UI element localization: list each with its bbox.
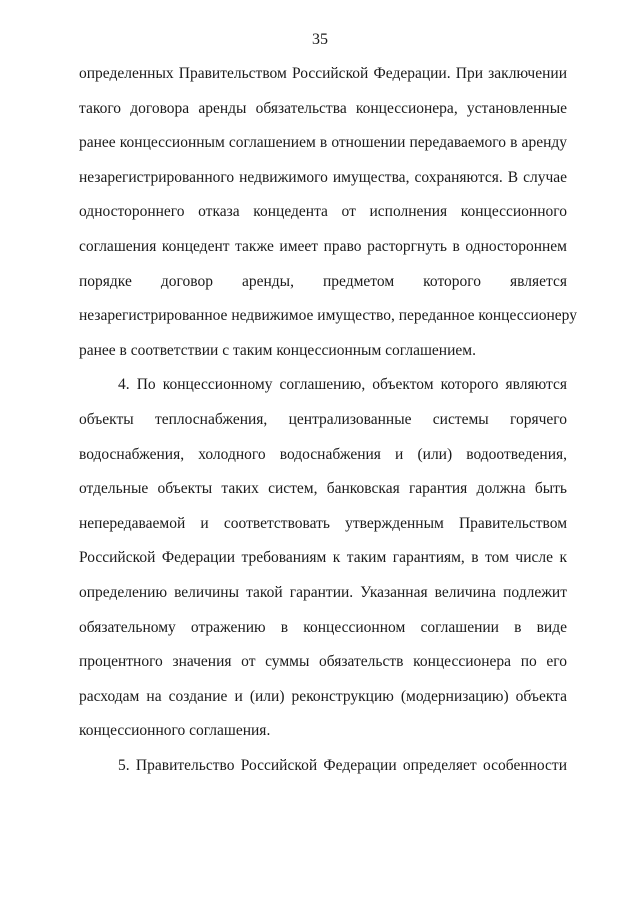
text-line: порядке договор аренды, предметом которого является (79, 272, 567, 290)
text-line: 5. Правительство Российской Федерации определяет особенности (118, 756, 567, 774)
text-line: обязательному отражению в концессионном соглашении в виде (79, 618, 567, 636)
text-line: ранее концессионным соглашением в отношении передаваемого в аренду (79, 134, 567, 152)
text-line: объекты теплоснабжения, централизованные системы горячего (79, 410, 567, 428)
text-line: водоснабжения, холодного водоснабжения и (или) водоотведения, (79, 445, 567, 463)
text-line: соглашения концедент также имеет право расторгнуть в одностороннем (79, 237, 567, 255)
paragraph-1 (79, 57, 577, 368)
text-line: отдельные объекты таких систем, банковская гарантия должна быть (79, 480, 567, 498)
text-line: незарегистрированное недвижимое имущество, переданное концессионеру (79, 307, 577, 325)
paragraph-3 (79, 749, 567, 784)
text-line: такого договора аренды обязательства концессионера, установленные (79, 99, 567, 117)
text-line: ранее в соответствии с таким концессионным соглашением. (79, 341, 476, 359)
text-line: Российской Федерации требованиям к таким гарантиям, в том числе к (79, 549, 567, 567)
text-line: непередаваемой и соответствовать утвержденным Правительством (79, 514, 567, 532)
text-line: одностороннего отказа концедента от исполнения концессионного (79, 203, 567, 221)
text-line: процентного значения от суммы обязательств концессионера по его (79, 653, 567, 671)
paragraph-2 (79, 368, 567, 749)
text-line: определенных Правительством Российской Федерации. При заключении (79, 65, 567, 82)
text-line: концессионного соглашения. (79, 722, 271, 740)
text-line: определению величины такой гарантии. Указанная величина подлежит (79, 583, 567, 601)
text-line: расходам на создание и (или) реконструкцию (модернизацию) объекта (79, 687, 567, 705)
text-line: 4. По концессионному соглашению, объектом которого являются (118, 376, 567, 394)
text-line: незарегистрированного недвижимого имущества, сохраняются. В случае (79, 168, 567, 186)
document-body (79, 57, 577, 783)
page-number: 35 (312, 31, 328, 48)
